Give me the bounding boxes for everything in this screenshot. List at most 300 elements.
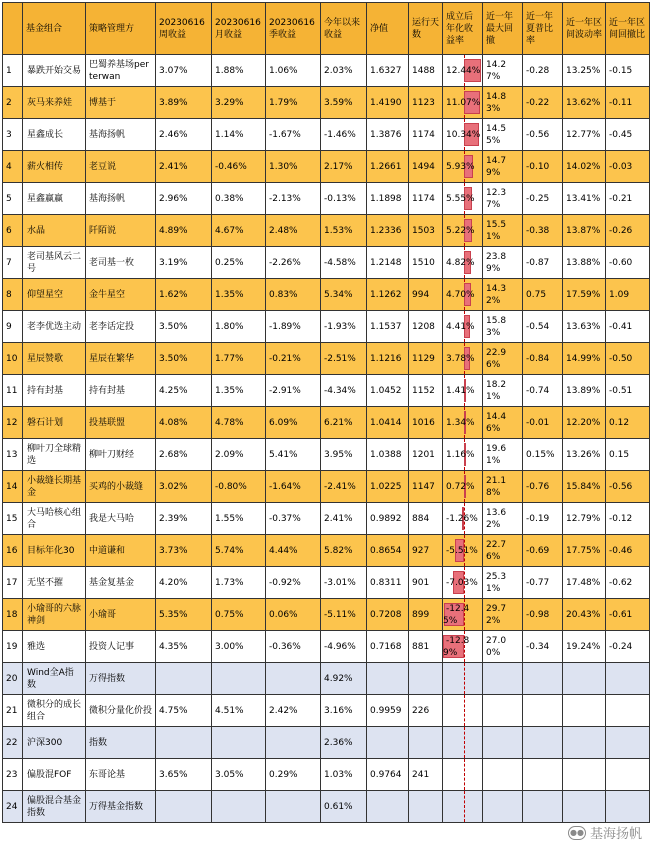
annualized-return: [443, 759, 483, 791]
row-number: 15: [3, 503, 23, 535]
manager: 巴蜀养基场perterwan: [86, 55, 156, 87]
return-drawdown-ratio: -0.46: [606, 535, 650, 567]
annualized-return: [443, 215, 483, 247]
running-days: 1147: [409, 471, 443, 503]
header-cell: 近一年区间回撤比: [606, 3, 650, 55]
quarterly-return: -2.13%: [266, 183, 321, 215]
quarterly-return: 1.30%: [266, 151, 321, 183]
zero-line: [464, 695, 465, 726]
quarterly-return: -0.21%: [266, 343, 321, 375]
return-drawdown-ratio: [606, 695, 650, 727]
running-days: 226: [409, 695, 443, 727]
running-days: 1510: [409, 247, 443, 279]
row-number: 2: [3, 87, 23, 119]
monthly-return: 0.38%: [212, 183, 266, 215]
quarterly-return: 2.42%: [266, 695, 321, 727]
nav: 1.1537: [367, 311, 409, 343]
quarterly-return: 4.44%: [266, 535, 321, 567]
fund-name: 目标年化30: [23, 535, 86, 567]
nav: [367, 663, 409, 695]
row-number: 6: [3, 215, 23, 247]
quarterly-return: 0.83%: [266, 279, 321, 311]
row-number: 12: [3, 407, 23, 439]
nav: [367, 791, 409, 823]
zero-line: [464, 663, 465, 694]
running-days: 927: [409, 535, 443, 567]
volatility: 13.88%: [563, 247, 606, 279]
header-row: [3, 3, 650, 55]
header-cell: 基金组合: [23, 3, 86, 55]
max-drawdown: 23.89%: [483, 247, 523, 279]
annual-return-label: 0.72%: [446, 481, 475, 492]
running-days: [409, 663, 443, 695]
monthly-return: 3.00%: [212, 631, 266, 663]
nav: 1.1216: [367, 343, 409, 375]
nav: 1.0452: [367, 375, 409, 407]
running-days: 1503: [409, 215, 443, 247]
table-row: [3, 727, 650, 759]
sharpe-ratio: -0.19: [523, 503, 563, 535]
header-cell: 净值: [367, 3, 409, 55]
volatility: 14.02%: [563, 151, 606, 183]
annualized-return: [443, 151, 483, 183]
annualized-return: [443, 471, 483, 503]
annual-return-label: [443, 738, 446, 748]
fund-name: 暴跌开始交易: [23, 55, 86, 87]
weekly-return: 2.96%: [156, 183, 212, 215]
annualized-return: [443, 311, 483, 343]
monthly-return: 1.35%: [212, 375, 266, 407]
annualized-return: [443, 791, 483, 823]
weekly-return: [156, 663, 212, 695]
max-drawdown: 14.79%: [483, 151, 523, 183]
annualized-return: [443, 599, 483, 631]
weekly-return: 3.89%: [156, 87, 212, 119]
table-row: [3, 375, 650, 407]
sharpe-ratio: 0.15%: [523, 439, 563, 471]
manager: 博基于: [86, 87, 156, 119]
return-drawdown-ratio: -0.61: [606, 599, 650, 631]
nav: 0.7168: [367, 631, 409, 663]
volatility: [563, 663, 606, 695]
annualized-return: [443, 663, 483, 695]
sharpe-ratio: [523, 759, 563, 791]
annualized-return: [443, 183, 483, 215]
row-number: 13: [3, 439, 23, 471]
fund-name: Wind全A指数: [23, 663, 86, 695]
manager: 老司基一枚: [86, 247, 156, 279]
sharpe-ratio: -0.74: [523, 375, 563, 407]
sharpe-ratio: -0.34: [523, 631, 563, 663]
volatility: 13.25%: [563, 55, 606, 87]
max-drawdown: 14.83%: [483, 87, 523, 119]
annual-return-label: -12.89%: [443, 635, 470, 658]
annual-return-label: 1.16%: [446, 449, 475, 460]
ytd-return: -1.93%: [321, 311, 367, 343]
table-row: [3, 87, 650, 119]
row-number: 16: [3, 535, 23, 567]
row-number: 17: [3, 567, 23, 599]
return-drawdown-ratio: -0.12: [606, 503, 650, 535]
monthly-return: 1.55%: [212, 503, 266, 535]
sharpe-ratio: [523, 791, 563, 823]
zero-line: [464, 759, 465, 790]
annual-return-label: 5.22%: [446, 225, 475, 236]
max-drawdown: 14.27%: [483, 55, 523, 87]
fund-name: 小瑜哥的六脉神剑: [23, 599, 86, 631]
annual-return-label: 10.34%: [446, 129, 481, 140]
annualized-return: [443, 503, 483, 535]
fund-name: 沪深300: [23, 727, 86, 759]
manager: 基海扬帆: [86, 119, 156, 151]
running-days: 1201: [409, 439, 443, 471]
ytd-return: -4.96%: [321, 631, 367, 663]
weekly-return: 1.62%: [156, 279, 212, 311]
weekly-return: 2.68%: [156, 439, 212, 471]
fund-name: 微积分的成长组合: [23, 695, 86, 727]
row-number: 21: [3, 695, 23, 727]
fund-name: 老司基风云二号: [23, 247, 86, 279]
annual-return-label: -5.51%: [446, 545, 478, 556]
quarterly-return: 6.09%: [266, 407, 321, 439]
max-drawdown: [483, 727, 523, 759]
quarterly-return: -1.67%: [266, 119, 321, 151]
return-drawdown-ratio: -0.15: [606, 55, 650, 87]
row-number: 20: [3, 663, 23, 695]
sharpe-ratio: 0.75: [523, 279, 563, 311]
nav: 1.1898: [367, 183, 409, 215]
return-drawdown-ratio: [606, 791, 650, 823]
table-row: [3, 311, 650, 343]
row-number: 5: [3, 183, 23, 215]
manager: 东哥论基: [86, 759, 156, 791]
max-drawdown: 18.21%: [483, 375, 523, 407]
monthly-return: 4.51%: [212, 695, 266, 727]
table-row: [3, 535, 650, 567]
manager: 金牛星空: [86, 279, 156, 311]
volatility: 19.24%: [563, 631, 606, 663]
return-drawdown-ratio: 0.12: [606, 407, 650, 439]
quarterly-return: -0.92%: [266, 567, 321, 599]
row-number: 11: [3, 375, 23, 407]
volatility: 13.41%: [563, 183, 606, 215]
sharpe-ratio: -0.69: [523, 535, 563, 567]
ytd-return: 5.82%: [321, 535, 367, 567]
weekly-return: 3.50%: [156, 311, 212, 343]
fund-name: 薪火相传: [23, 151, 86, 183]
header-cell: 近一年最大回撤: [483, 3, 523, 55]
max-drawdown: 22.76%: [483, 535, 523, 567]
manager: 我是大马哈: [86, 503, 156, 535]
annual-return-label: -1.26%: [446, 513, 478, 524]
weekly-return: 4.35%: [156, 631, 212, 663]
quarterly-return: 0.29%: [266, 759, 321, 791]
quarterly-return: [266, 791, 321, 823]
running-days: 1174: [409, 183, 443, 215]
volatility: 14.99%: [563, 343, 606, 375]
fund-name: 偏股混FOF: [23, 759, 86, 791]
nav: 0.8654: [367, 535, 409, 567]
table-row: [3, 439, 650, 471]
annualized-return: [443, 375, 483, 407]
max-drawdown: 21.18%: [483, 471, 523, 503]
max-drawdown: 14.46%: [483, 407, 523, 439]
header-cell: 20230616周收益: [156, 3, 212, 55]
quarterly-return: -1.64%: [266, 471, 321, 503]
annualized-return: [443, 535, 483, 567]
ytd-return: 3.59%: [321, 87, 367, 119]
table-row: [3, 599, 650, 631]
annual-return-label: 1.34%: [446, 417, 475, 428]
return-drawdown-ratio: 0.15: [606, 439, 650, 471]
annualized-return: [443, 727, 483, 759]
weekly-return: 4.75%: [156, 695, 212, 727]
quarterly-return: [266, 727, 321, 759]
running-days: [409, 727, 443, 759]
monthly-return: 1.35%: [212, 279, 266, 311]
running-days: 1488: [409, 55, 443, 87]
volatility: [563, 727, 606, 759]
quarterly-return: 0.06%: [266, 599, 321, 631]
annual-return-label: 5.55%: [446, 193, 475, 204]
return-drawdown-ratio: [606, 727, 650, 759]
header-cell: 成立后年化收益率: [443, 3, 483, 55]
sharpe-ratio: -0.38: [523, 215, 563, 247]
monthly-return: 5.74%: [212, 535, 266, 567]
quarterly-return: 1.06%: [266, 55, 321, 87]
sharpe-ratio: -0.98: [523, 599, 563, 631]
annual-return-label: 4.70%: [446, 289, 475, 300]
monthly-return: 1.80%: [212, 311, 266, 343]
ytd-return: 2.36%: [321, 727, 367, 759]
zero-line: [464, 791, 465, 822]
sharpe-ratio: -0.28: [523, 55, 563, 87]
nav: [367, 727, 409, 759]
max-drawdown: 14.55%: [483, 119, 523, 151]
nav: 0.9959: [367, 695, 409, 727]
nav: 1.6327: [367, 55, 409, 87]
fund-name: 星辰赞歌: [23, 343, 86, 375]
nav: 1.4190: [367, 87, 409, 119]
quarterly-return: [266, 663, 321, 695]
sharpe-ratio: -0.84: [523, 343, 563, 375]
max-drawdown: 25.31%: [483, 567, 523, 599]
return-drawdown-ratio: -0.03: [606, 151, 650, 183]
return-drawdown-ratio: -0.50: [606, 343, 650, 375]
monthly-return: 4.78%: [212, 407, 266, 439]
volatility: 12.77%: [563, 119, 606, 151]
weekly-return: 4.08%: [156, 407, 212, 439]
running-days: 1123: [409, 87, 443, 119]
ytd-return: -3.01%: [321, 567, 367, 599]
annual-return-label: 11.07%: [446, 97, 481, 108]
nav: 1.1262: [367, 279, 409, 311]
ytd-return: 4.92%: [321, 663, 367, 695]
annual-return-label: [443, 706, 446, 716]
header-cell: 策略管理方: [86, 3, 156, 55]
manager: 基金复基金: [86, 567, 156, 599]
manager: 小瑜哥: [86, 599, 156, 631]
fund-name: 星鑫成长: [23, 119, 86, 151]
fund-name: 持有封基: [23, 375, 86, 407]
sharpe-ratio: -0.76: [523, 471, 563, 503]
table-row: [3, 663, 650, 695]
ytd-return: 3.95%: [321, 439, 367, 471]
weekly-return: 2.46%: [156, 119, 212, 151]
table-row: [3, 343, 650, 375]
running-days: 901: [409, 567, 443, 599]
ytd-return: -0.13%: [321, 183, 367, 215]
manager: 星辰在繁华: [86, 343, 156, 375]
row-number: 4: [3, 151, 23, 183]
nav: 1.2148: [367, 247, 409, 279]
annual-return-label: [443, 674, 446, 684]
ytd-return: -2.41%: [321, 471, 367, 503]
header-cell: 近一年区间波动率: [563, 3, 606, 55]
quarterly-return: -0.37%: [266, 503, 321, 535]
nav: 1.2661: [367, 151, 409, 183]
table-row: [3, 503, 650, 535]
ytd-return: 0.61%: [321, 791, 367, 823]
header-cell: 今年以来收益: [321, 3, 367, 55]
manager: 买鸡的小裁缝: [86, 471, 156, 503]
return-drawdown-ratio: -0.60: [606, 247, 650, 279]
nav: 1.0225: [367, 471, 409, 503]
quarterly-return: 2.48%: [266, 215, 321, 247]
volatility: [563, 695, 606, 727]
return-drawdown-ratio: -0.41: [606, 311, 650, 343]
max-drawdown: 27.00%: [483, 631, 523, 663]
monthly-return: [212, 727, 266, 759]
row-number: 8: [3, 279, 23, 311]
return-drawdown-ratio: 1.09: [606, 279, 650, 311]
manager: 老李话定投: [86, 311, 156, 343]
monthly-return: 1.73%: [212, 567, 266, 599]
sharpe-ratio: -0.25: [523, 183, 563, 215]
annualized-return: [443, 55, 483, 87]
nav: 0.9892: [367, 503, 409, 535]
weekly-return: [156, 727, 212, 759]
fund-name: 无坚不摧: [23, 567, 86, 599]
monthly-return: 1.77%: [212, 343, 266, 375]
table-row: [3, 695, 650, 727]
annual-return-label: [443, 770, 446, 780]
annual-return-label: 4.41%: [446, 321, 475, 332]
sharpe-ratio: -0.22: [523, 87, 563, 119]
volatility: 17.59%: [563, 279, 606, 311]
row-number: 10: [3, 343, 23, 375]
fund-name: 水晶: [23, 215, 86, 247]
header-cell: [3, 3, 23, 55]
monthly-return: 1.88%: [212, 55, 266, 87]
manager: 微积分量化价投: [86, 695, 156, 727]
return-drawdown-ratio: -0.11: [606, 87, 650, 119]
row-number: 18: [3, 599, 23, 631]
sharpe-ratio: -0.87: [523, 247, 563, 279]
volatility: [563, 791, 606, 823]
row-number: 19: [3, 631, 23, 663]
quarterly-return: 1.79%: [266, 87, 321, 119]
weekly-return: 4.89%: [156, 215, 212, 247]
sharpe-ratio: -0.77: [523, 567, 563, 599]
manager: 阡陌说: [86, 215, 156, 247]
running-days: 899: [409, 599, 443, 631]
row-number: 9: [3, 311, 23, 343]
manager: 持有封基: [86, 375, 156, 407]
table-row: [3, 119, 650, 151]
annual-return-label: -7.03%: [446, 577, 478, 588]
running-days: 1129: [409, 343, 443, 375]
monthly-return: 0.75%: [212, 599, 266, 631]
return-drawdown-ratio: -0.24: [606, 631, 650, 663]
annualized-return: [443, 279, 483, 311]
ytd-return: 6.21%: [321, 407, 367, 439]
sharpe-ratio: [523, 663, 563, 695]
sharpe-ratio: [523, 695, 563, 727]
row-number: 3: [3, 119, 23, 151]
header-cell: 近一年夏普比率: [523, 3, 563, 55]
header-cell: 运行天数: [409, 3, 443, 55]
monthly-return: 3.29%: [212, 87, 266, 119]
return-drawdown-ratio: -0.45: [606, 119, 650, 151]
sharpe-ratio: [523, 727, 563, 759]
volatility: [563, 759, 606, 791]
quarterly-return: 5.41%: [266, 439, 321, 471]
volatility: 20.43%: [563, 599, 606, 631]
running-days: 1174: [409, 119, 443, 151]
fund-name: 柳叶刀全球精选: [23, 439, 86, 471]
fund-name: 大马哈核心组合: [23, 503, 86, 535]
annualized-return: [443, 631, 483, 663]
zero-line: [464, 727, 465, 758]
table-row: [3, 471, 650, 503]
table-row: [3, 279, 650, 311]
annual-return-label: 1.41%: [446, 385, 475, 396]
table-row: [3, 567, 650, 599]
nav: 1.2336: [367, 215, 409, 247]
max-drawdown: [483, 759, 523, 791]
weekly-return: 3.50%: [156, 343, 212, 375]
manager: 投资人记事: [86, 631, 156, 663]
volatility: 12.79%: [563, 503, 606, 535]
annual-return-label: [443, 802, 446, 812]
row-number: 14: [3, 471, 23, 503]
max-drawdown: 13.62%: [483, 503, 523, 535]
fund-name: 小裁缝长期基金: [23, 471, 86, 503]
volatility: 13.63%: [563, 311, 606, 343]
volatility: 15.84%: [563, 471, 606, 503]
volatility: 17.48%: [563, 567, 606, 599]
max-drawdown: [483, 791, 523, 823]
ytd-return: 1.03%: [321, 759, 367, 791]
table-row: [3, 407, 650, 439]
fund-name: 星鑫赢赢: [23, 183, 86, 215]
return-drawdown-ratio: -0.21: [606, 183, 650, 215]
running-days: [409, 791, 443, 823]
nav: 1.0388: [367, 439, 409, 471]
header-cell: 20230616月收益: [212, 3, 266, 55]
fund-name: 灰马来养娃: [23, 87, 86, 119]
quarterly-return: -2.26%: [266, 247, 321, 279]
weekly-return: 3.19%: [156, 247, 212, 279]
annualized-return: [443, 119, 483, 151]
volatility: 12.20%: [563, 407, 606, 439]
table-row: [3, 759, 650, 791]
annualized-return: [443, 87, 483, 119]
nav: 0.7208: [367, 599, 409, 631]
return-drawdown-ratio: [606, 759, 650, 791]
volatility: 13.87%: [563, 215, 606, 247]
